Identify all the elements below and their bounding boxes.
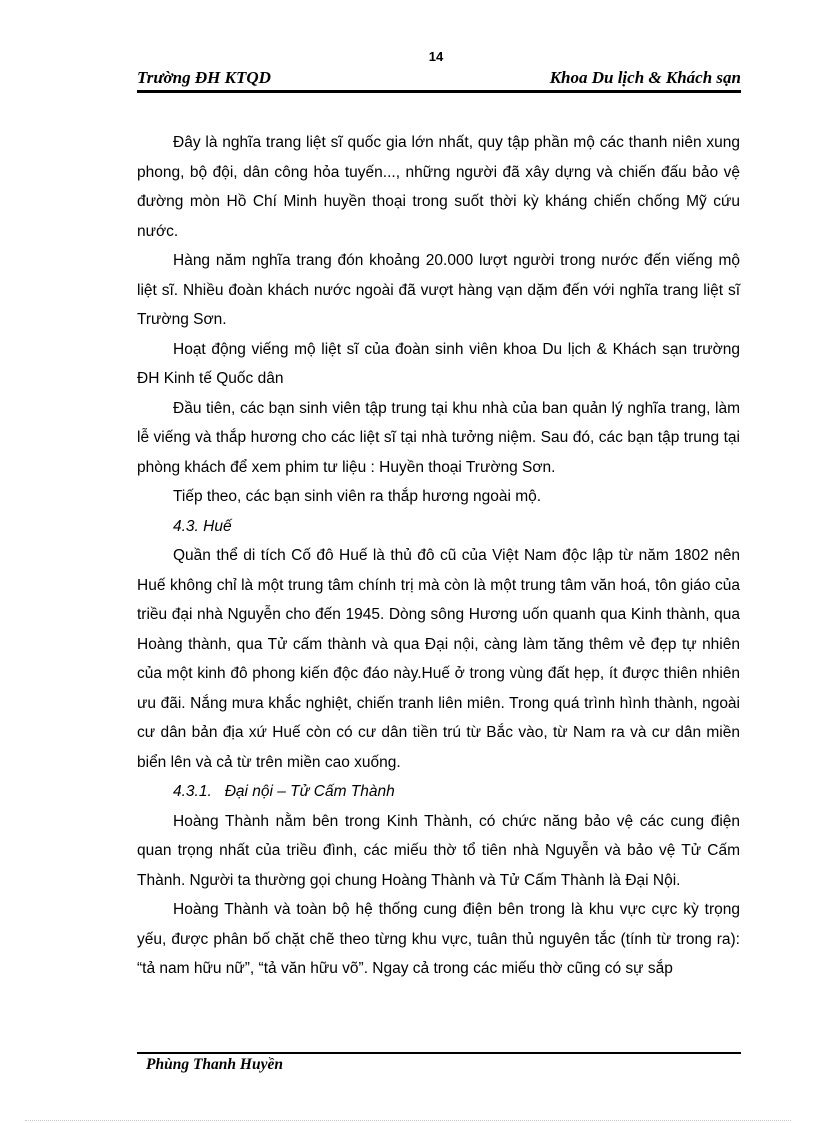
paragraph: Hoàng Thành và toàn bộ hệ thống cung điện bên trong là khu vực cực kỳ trọng yếu, được phân bố chặt chẽ theo từng khu vực, tuân thủ nguyên tắc (tính từ trong ra): “tả nam hữu nữ”, “tả văn hữu võ”. Ngay cả trong các miếu thờ cũng có sự sắp bbox=[137, 901, 740, 977]
page-edge-divider bbox=[25, 1120, 791, 1121]
section-heading-dai-noi: 4.3.1. Đại nội – Tử Cấm Thành bbox=[173, 783, 395, 800]
paragraph: Hoàng Thành nằm bên trong Kinh Thành, có chức năng bảo vệ các cung điện quan trọng nhất của triều đình, các miếu thờ tổ tiên nhà Nguyễn và bảo vệ Tử Cấm Thành. Người ta thường gọi chung Hoàng Thành và Tử Cấm Thành là Đại Nội. bbox=[137, 812, 740, 889]
paragraph: Đây là nghĩa trang liệt sĩ quốc gia lớn nhất, quy tập phần mộ các thanh niên xung phong, bộ đội, dân công hỏa tuyến..., những người đã xây dựng và chiến đấu bảo vệ đường mòn Hồ Chí Minh huyền thoại trong suốt thời kỳ kháng chiến chống Mỹ cứu nước. bbox=[137, 134, 740, 240]
paragraph: Hàng năm nghĩa trang đón khoảng 20.000 lượt người trong nước đến viếng mộ liệt sĩ. Nhiều đoàn khách nước ngoài đã vượt hàng vạn dặm đến với nghĩa trang liệt sĩ Trường Sơn. bbox=[137, 252, 740, 328]
paragraph: Đầu tiên, các bạn sinh viên tập trung tại khu nhà của ban quản lý nghĩa trang, làm lễ viếng và thắp hương cho các liệt sĩ tại nhà tưởng niệm. Sau đó, các bạn tập trung tại phòng khách để xem phim tư liệu : Huyền thoại Trường Sơn. bbox=[137, 399, 740, 476]
page-header bbox=[137, 66, 741, 93]
footer-divider bbox=[137, 1052, 741, 1054]
section-heading-hue: 4.3. Huế bbox=[173, 517, 232, 535]
page-number: 14 bbox=[428, 49, 444, 64]
header-faculty: Khoa Du lịch & Khách sạn bbox=[549, 68, 741, 87]
body-text bbox=[137, 128, 740, 984]
footer-author: Phùng Thanh Huyền bbox=[146, 1056, 283, 1073]
paragraph: Hoạt động viếng mộ liệt sĩ của đoàn sinh viên khoa Du lịch & Khách sạn trường ĐH Kinh tế Quốc dân bbox=[137, 340, 740, 387]
header-university: Trường ĐH KTQD bbox=[137, 68, 271, 87]
paragraph: Quần thể di tích Cố đô Huế là thủ đô cũ của Việt Nam độc lập từ năm 1802 nên Huế không chỉ là một trung tâm chính trị mà còn là một trung tâm văn hoá, tôn giáo của triều đại nhà Nguyễn cho đến 1945. Dòng sông Hương uốn quanh qua Kinh thành, qua Hoàng thành, qua Tử cấm thành và qua Đại nội, càng làm tăng thêm vẻ đẹp tự nhiên của một kinh đô phong kiến độc đáo này.Huế ở trong vùng đất hẹp, ít được thiên nhiên ưu đãi. Nắng mưa khắc nghiệt, chiến tranh liên miên. Trong quá trình hình thành, ngoài cư dân bản địa xứ Huế còn có cư dân tiền trú từ Bắc vào, từ Nam ra và cư dân miền biển lên và cả từ trên miền cao xuống. bbox=[137, 547, 740, 771]
paragraph: Tiếp theo, các bạn sinh viên ra thắp hương ngoài mộ. bbox=[173, 488, 542, 505]
